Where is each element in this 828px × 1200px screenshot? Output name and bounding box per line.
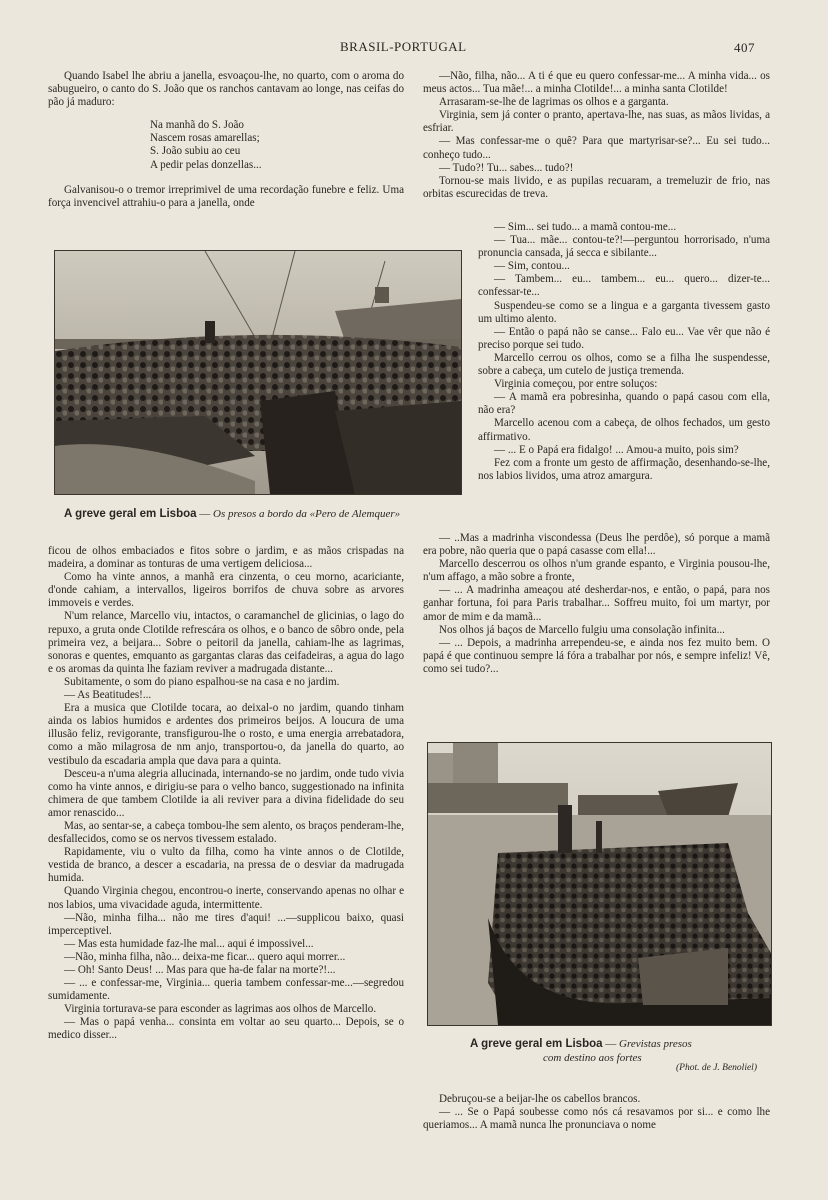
paragraph: Quando Virginia chegou, encontrou-o inerte, conservando apenas no olhar e nos labios, uma vivacidade aguda, intermittente. [48,885,404,911]
paragraph: Nos olhos já baços de Marcello fulgiu uma consolação infinita... [439,623,725,636]
poem-line: S. João subiu ao ceu [150,145,241,158]
paragraph: — Sim, contou... [494,260,570,273]
paragraph: — Mas o papá venha... consinta em voltar ao seu quarto... Depois, se o medico disser... [48,1016,404,1042]
paragraph: — As Beatitudes!... [64,689,152,702]
paragraph: Suspendeu-se como se a lingua e a garganta tivessem gasto um ultimo alento. [478,299,770,325]
paragraph: ficou de olhos embaciados e fitos sobre o jardim, e as mãos crispadas na madeira, a dominar as tonturas de uma vertigem deliciosa... [48,545,404,571]
paragraph: — ... e confessar-me, Virginia... queria tambem confessar-me...—segredou sumidamente. [48,977,404,1003]
paragraph: Tornou-se mais livido, e as pupilas recuaram, a tremeluzir de frio, nas orbitas escurecidas de treva. [423,174,770,200]
paragraph: Mas, ao sentar-se, a cabeça tombou-lhe sem alento, os braços penderam-lhe, desfallecidos, como se os nervos tivessem estalado. [48,819,404,846]
paragraph: Como ha vinte annos, a manhã era cinzenta, o ceu morno, acariciante, d'onde cahiam, a intervallos, ligeiros borrifos de chuva sobre as arvores immoveis e verdes. [48,571,404,610]
paragraph: — ..Mas a madrinha viscondessa (Deus lhe perdôe), só porque a mamã era pobre, não queria que o papá casasse com ella!... [423,532,770,558]
paragraph: — ... E o Papá era fidalgo! ... Amou-a muito, pois sim? [494,443,739,456]
magazine-title: BRASIL-PORTUGAL [340,39,467,54]
caption-text: Os presos a bordo da «Pero de Alemquer» [213,508,401,520]
paragraph: — ... A madrinha ameaçou até desherdar-nos, e então, o papá, para nos ganhar fortuna, foi para Paris trabalhar... Soffreu muito, foi um martyr, por amor de mim e da mamã... [423,584,770,623]
right-column-upper [423,70,770,201]
paragraph: — Oh! Santo Deus! ... Mas para que ha-de falar na morte?!... [64,964,336,976]
paragraph: — Tua... mãe... contou-te?!—perguntou horrorisado, n'uma pronuncia cansada, já secca e sibilante... [478,234,770,260]
paragraph: Marcello cerrou os olhos, como se a filha lhe suspendesse, sobre a cabeça, um cutelo de justiça tremenda. [478,351,770,378]
paragraph: — Tambem... eu... tambem... eu... quero... dizer-te... confessar-te... [478,273,770,299]
left-column-lower [48,545,404,1043]
tugboat-prisoners-image [428,743,771,1025]
photo1-caption: A greve geral em Lisboa — Os presos a bordo da «Pero de Alemquer» [64,508,401,520]
paragraph: Virginia torturava-se para esconder as lagrimas aos olhos de Marcello. [64,1003,377,1016]
paragraph: Galvanisou-o o tremor irreprimivel de uma recordação funebre e feliz. Uma força invencivel attrahiu-o para a janella, onde [48,183,404,209]
poem-line: Na manhã do S. João [150,119,244,132]
paragraph: — ... Se o Papá soubesse como nós cá resavamos por si... e como lhe queriamos... A mamã nunca lhe pronunciava o nome [423,1106,770,1132]
paragraph: Arrasaram-se-lhe de lagrimas os olhos e a garganta. [439,96,669,109]
caption-title: A greve geral em Lisboa [470,1038,603,1050]
paragraph: Subitamente, o som do piano espalhou-se na casa e no jardim. [64,675,340,688]
paragraph: — Mas esta humidade faz-lhe mal... aqui é impossivel... [64,937,314,950]
photo2-caption-line2 [543,1052,642,1064]
poem-line: Nascem rosas amarellas; [150,132,260,145]
paragraph: — Mas confessar-me o quê? Para que martyrisar-se?... Eu sei tudo... conheço tudo... [423,135,770,161]
paragraph: — Sim... sei tudo... a mamã contou-me... [494,221,677,233]
right-column-bottom [423,1093,770,1132]
paragraph: — A mamã era pobresinha, quando o papá casou com ella, não era? [478,391,770,417]
paragraph: —Não, filha, não... A ti é que eu quero confessar-me... A minha vida... os meus actos... Tua mãe!... a minha Clotilde!... a minha santa Clotilde! [423,70,770,96]
right-column-narrow [478,221,770,483]
caption-text: com destino aos fortes [543,1052,642,1064]
left-column-top [48,70,404,210]
paragraph: — Tudo?! Tu... sabes... tudo?! [439,161,574,174]
paragraph: Quando Isabel lhe abriu a janella, esvoaçou-lhe, no quarto, com o aroma do sabugueiro, o canto do S. João que os ranchos cantavam ao longe, nas ceifas do pão já maduro: [48,70,404,109]
photo-credit: (Phot. de J. Benoliel) [676,1063,757,1073]
right-column-continued [423,532,770,676]
photo-prisoners-on-ship [54,250,462,495]
poem-line: A pedir pelas donzellas... [150,158,262,171]
page-number: 407 [734,40,755,55]
paragraph: N'um relance, Marcello viu, intactos, o caramanchel de glicinias, o lago do repuxo, a gruta onde Clotilde refrescára os olhos, e o banco de sôbro onde, pela primeira vez, a beijara... Sobre o peitoril da janella, cahiam-lhe as lagrimas, sonoras e quentes, emquanto as gargantas claras das ceifadeiras, a agua do lago e os aromas da quinta lhe faziam reviver a madrugada distante... [48,610,404,675]
paragraph: —Não, minha filha, não... deixa-me ficar... quero aqui morrer... [64,950,346,963]
poem [150,119,404,171]
paragraph: Fez com a fronte um gesto de affirmação, desenhando-se-lhe, nos labios lividos, uma atroz amargura. [478,456,770,482]
caption-text: Grevistas presos [619,1038,692,1050]
paragraph: Virginia, sem já conter o pranto, apertava-lhe, nas suas, as mãos lividas, a esfriar. [423,109,770,135]
paragraph: Desceu-a n'uma alegria allucinada, internando-se no jardim, onde tudo vivia como ha vinte annos, e dirigiu-se para o velho banco, suggestionado na infinita chimera de que tambem Clotilde ia ali reviver para a divina fidelidade do seu amor renascido... [48,767,404,819]
photo2-caption-line1: A greve geral em Lisboa — Grevistas presos [470,1038,692,1050]
paragraph: Rapidamente, viu o vulto da filha, como ha vinte annos o de Clotilde, vestida de branco, a descer a escadaria, na pressa de o desviar da madrugada humida. [48,846,404,885]
paragraph: Debruçou-se a beijar-lhe os cabellos brancos. [439,1093,641,1105]
photo-strikers-on-tugboat [427,742,772,1026]
paragraph: Marcello acenou com a cabeça, de olhos fechados, um gesto affirmativo. [478,417,770,443]
paragraph: — ... Depois, a madrinha arrependeu-se, e ainda nos fez muito bem. O papá é que continuou sempre lá fóra a trabalhar por nós, e sempre infeliz! Vê, como sei tudo?... [423,636,770,675]
paragraph: —Não, minha filha... não me tires d'aqui! ...—supplicou baixo, quasi imperceptivel. [48,911,404,937]
caption-title: A greve geral em Lisboa [64,508,197,520]
ship-deck-crowd-image [55,251,461,494]
paragraph: — Então o papá não se canse... Falo eu... Vae vêr que não é preciso porque sei tudo. [478,325,770,351]
paragraph: Virginia começou, por entre soluços: [494,378,658,391]
paragraph: Marcello descerrou os olhos n'um grande espanto, e Virginia pousou-lhe, n'um affago, a mão sobre a fronte, [423,558,770,584]
paragraph: Era a musica que Clotilde tocara, ao deixal-o no jardim, quando tinham ainda os labios humidos e ardentes dos primeiros beijos. A loucura de uma illusão feliz, revigorante, transfigurou-lhe o rosto, e uma energia arrebatadora, como a mão milagrosa de nm anjo, transportou-o, da janella do quarto, ao vestibulo da escadaria ampla que dava para a quinta. [48,702,404,767]
